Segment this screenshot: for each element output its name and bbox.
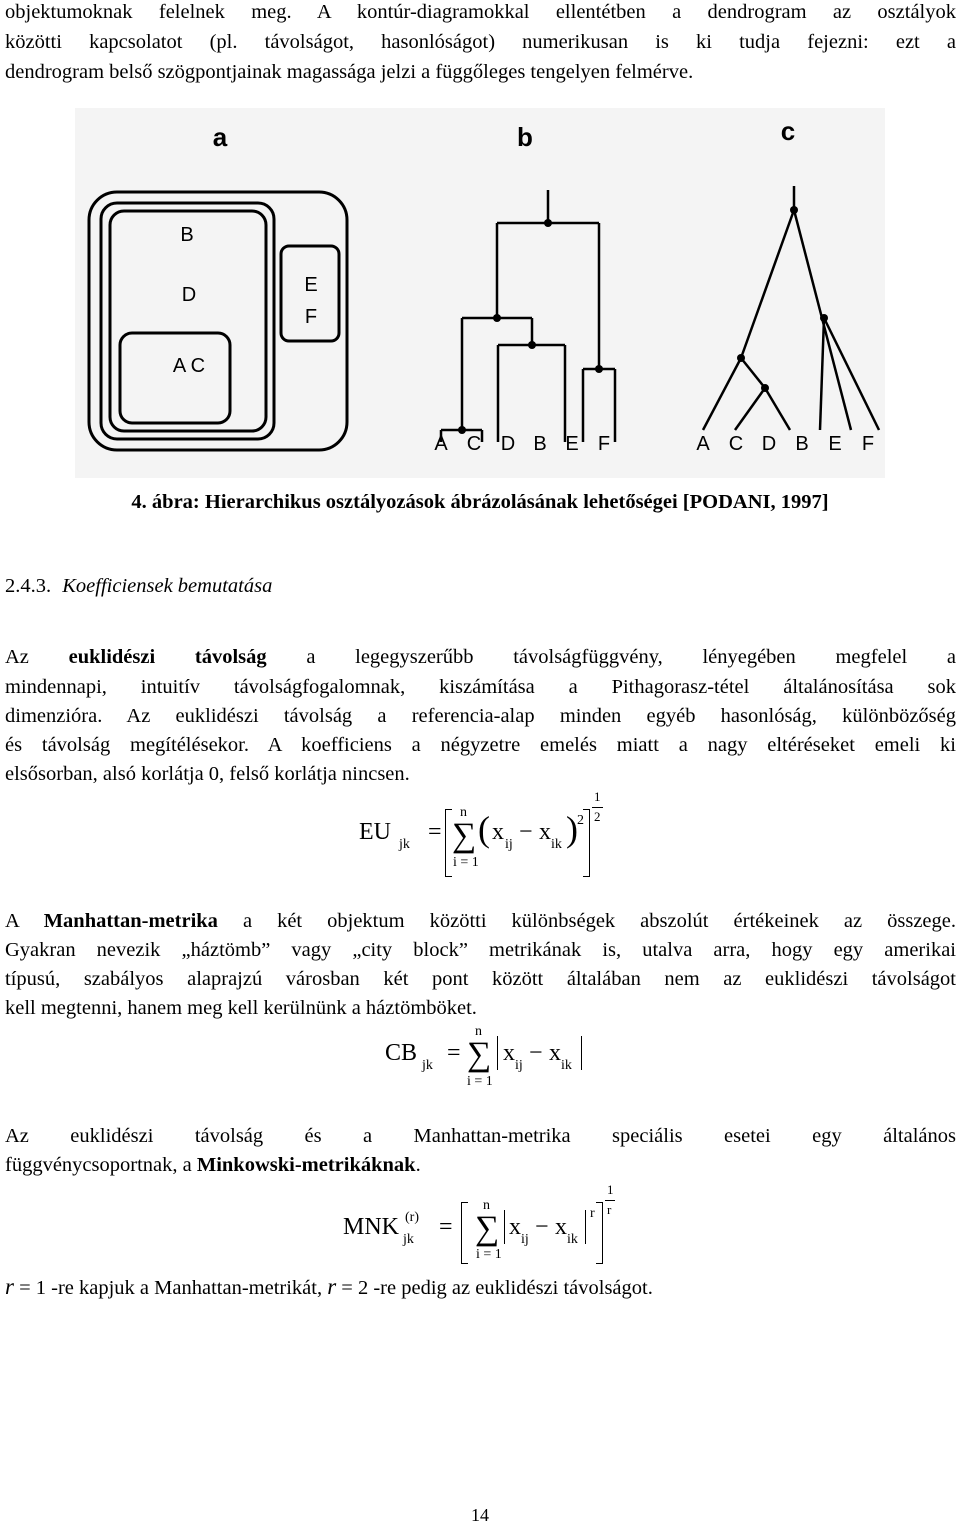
hierarchy-figure [75,108,885,478]
para1-line-2: mindennapi, intuitív távolságfogalomnak, kiszámítása a Pithagorasz-tétel általánosítása sok [5,676,956,698]
section-number: 2.4.3. [5,575,52,597]
intro-line-2: közötti kapcsolatot (pl. távolságot, hasonlóságot) numerikusan is ki tudja fejezni: ezt a [5,31,956,53]
para2-line-4: kell megtenni, hanem meg kell kerülnünk a háztömböket. [5,997,477,1019]
para1-line-4: és távolság megítélésekor. A koefficiens a négyzetre emelés miatt a nagy eltéréseket emeli ki [5,734,956,756]
leaf-label: A [696,433,710,455]
leaf-label: E [565,433,579,455]
para1-line-3: dimenzióra. Az euklidészi távolság a referencia-alap minden egyéb hasonlóság, különbözőség [5,705,956,727]
leaf-label: E [828,433,842,455]
contour-label-f: F [304,306,318,328]
page-number: 14 [471,1505,489,1525]
contour-label-e: E [304,274,318,296]
leaf-label: F [861,433,875,455]
leaf-label: D [500,433,516,455]
para3-line-1: Az euklidészi távolság és a Manhattan-metrika speciális esetei egy általános [5,1125,956,1147]
panel-label-b: b [517,122,533,152]
final-line: r = 1 -re kapjuk a Manhattan-metrikát, r = 2 -re pedig az euklidészi távolságot. [5,1274,653,1299]
para1-line-5: elsősorban, alsó korlátja 0, felső korlátja nincsen. [5,763,410,785]
para2-line-3: típusú, szabályos alaprajzú városban két pont között általában nem az euklidészi távolságot [5,968,956,990]
term-minkowski-metrics: Minkowski-metrikáknak [196,1154,416,1176]
contour-label-ac: A C [172,355,206,377]
leaf-label: C [466,433,482,455]
contour-label-d: D [181,284,197,306]
leaf-label: C [728,433,744,455]
equation-minkowski: MNK (r) jk = n ∑ i = 1 x ij − x ik r 1 r [343,1182,614,1262]
para2-line-2: Gyakran nevezik „háztömb” vagy „city block” metrikának is, utalva arra, hogy egy amerikai [5,939,956,961]
para1-line-1: Az euklidészi távolság a legegyszerűbb távolságfüggvény, lényegében megfelel a [5,646,956,668]
section-title: Koefficiensek bemutatása [62,575,273,597]
contour-label-b: B [180,224,194,246]
figure-caption: 4. ábra: Hierarchikus osztályozások ábrázolásának lehetőségei [PODANI, 1997] [131,491,829,513]
section-heading [5,575,272,598]
leaf-label: D [761,433,777,455]
para3-line-2: függvénycsoportnak, a Minkowski-metrikáknak. [5,1154,421,1176]
panel-label-c: c [780,116,796,146]
intro-line-1: objektumoknak felelnek meg. A kontúr-diagramokkal ellentétben a dendrogram az osztályok [5,1,956,23]
panel-label-a: a [212,122,228,152]
equation-euclidean: EU jk = n ∑ i = 1 ( x ij − x ik ) 2 1 2 [355,785,615,880]
intro-line-3: dendrogram belső szögpontjainak magassága jelzi a függőleges tengelyen felmérve. [5,61,694,83]
leaf-label: B [533,433,547,455]
leaf-label: F [597,433,611,455]
equation-manhattan: CB jk = n ∑ i = 1 x ij − x ik [385,1022,615,1097]
leaf-label: B [795,433,809,455]
term-euclidean-distance: euklidészi távolság [68,646,267,668]
para2-line-1: A Manhattan-metrika a két objektum közötti különbségek abszolút értékeinek az összege. [5,910,956,932]
term-manhattan-metric: Manhattan-metrika [43,910,218,932]
leaf-label: A [434,433,448,455]
